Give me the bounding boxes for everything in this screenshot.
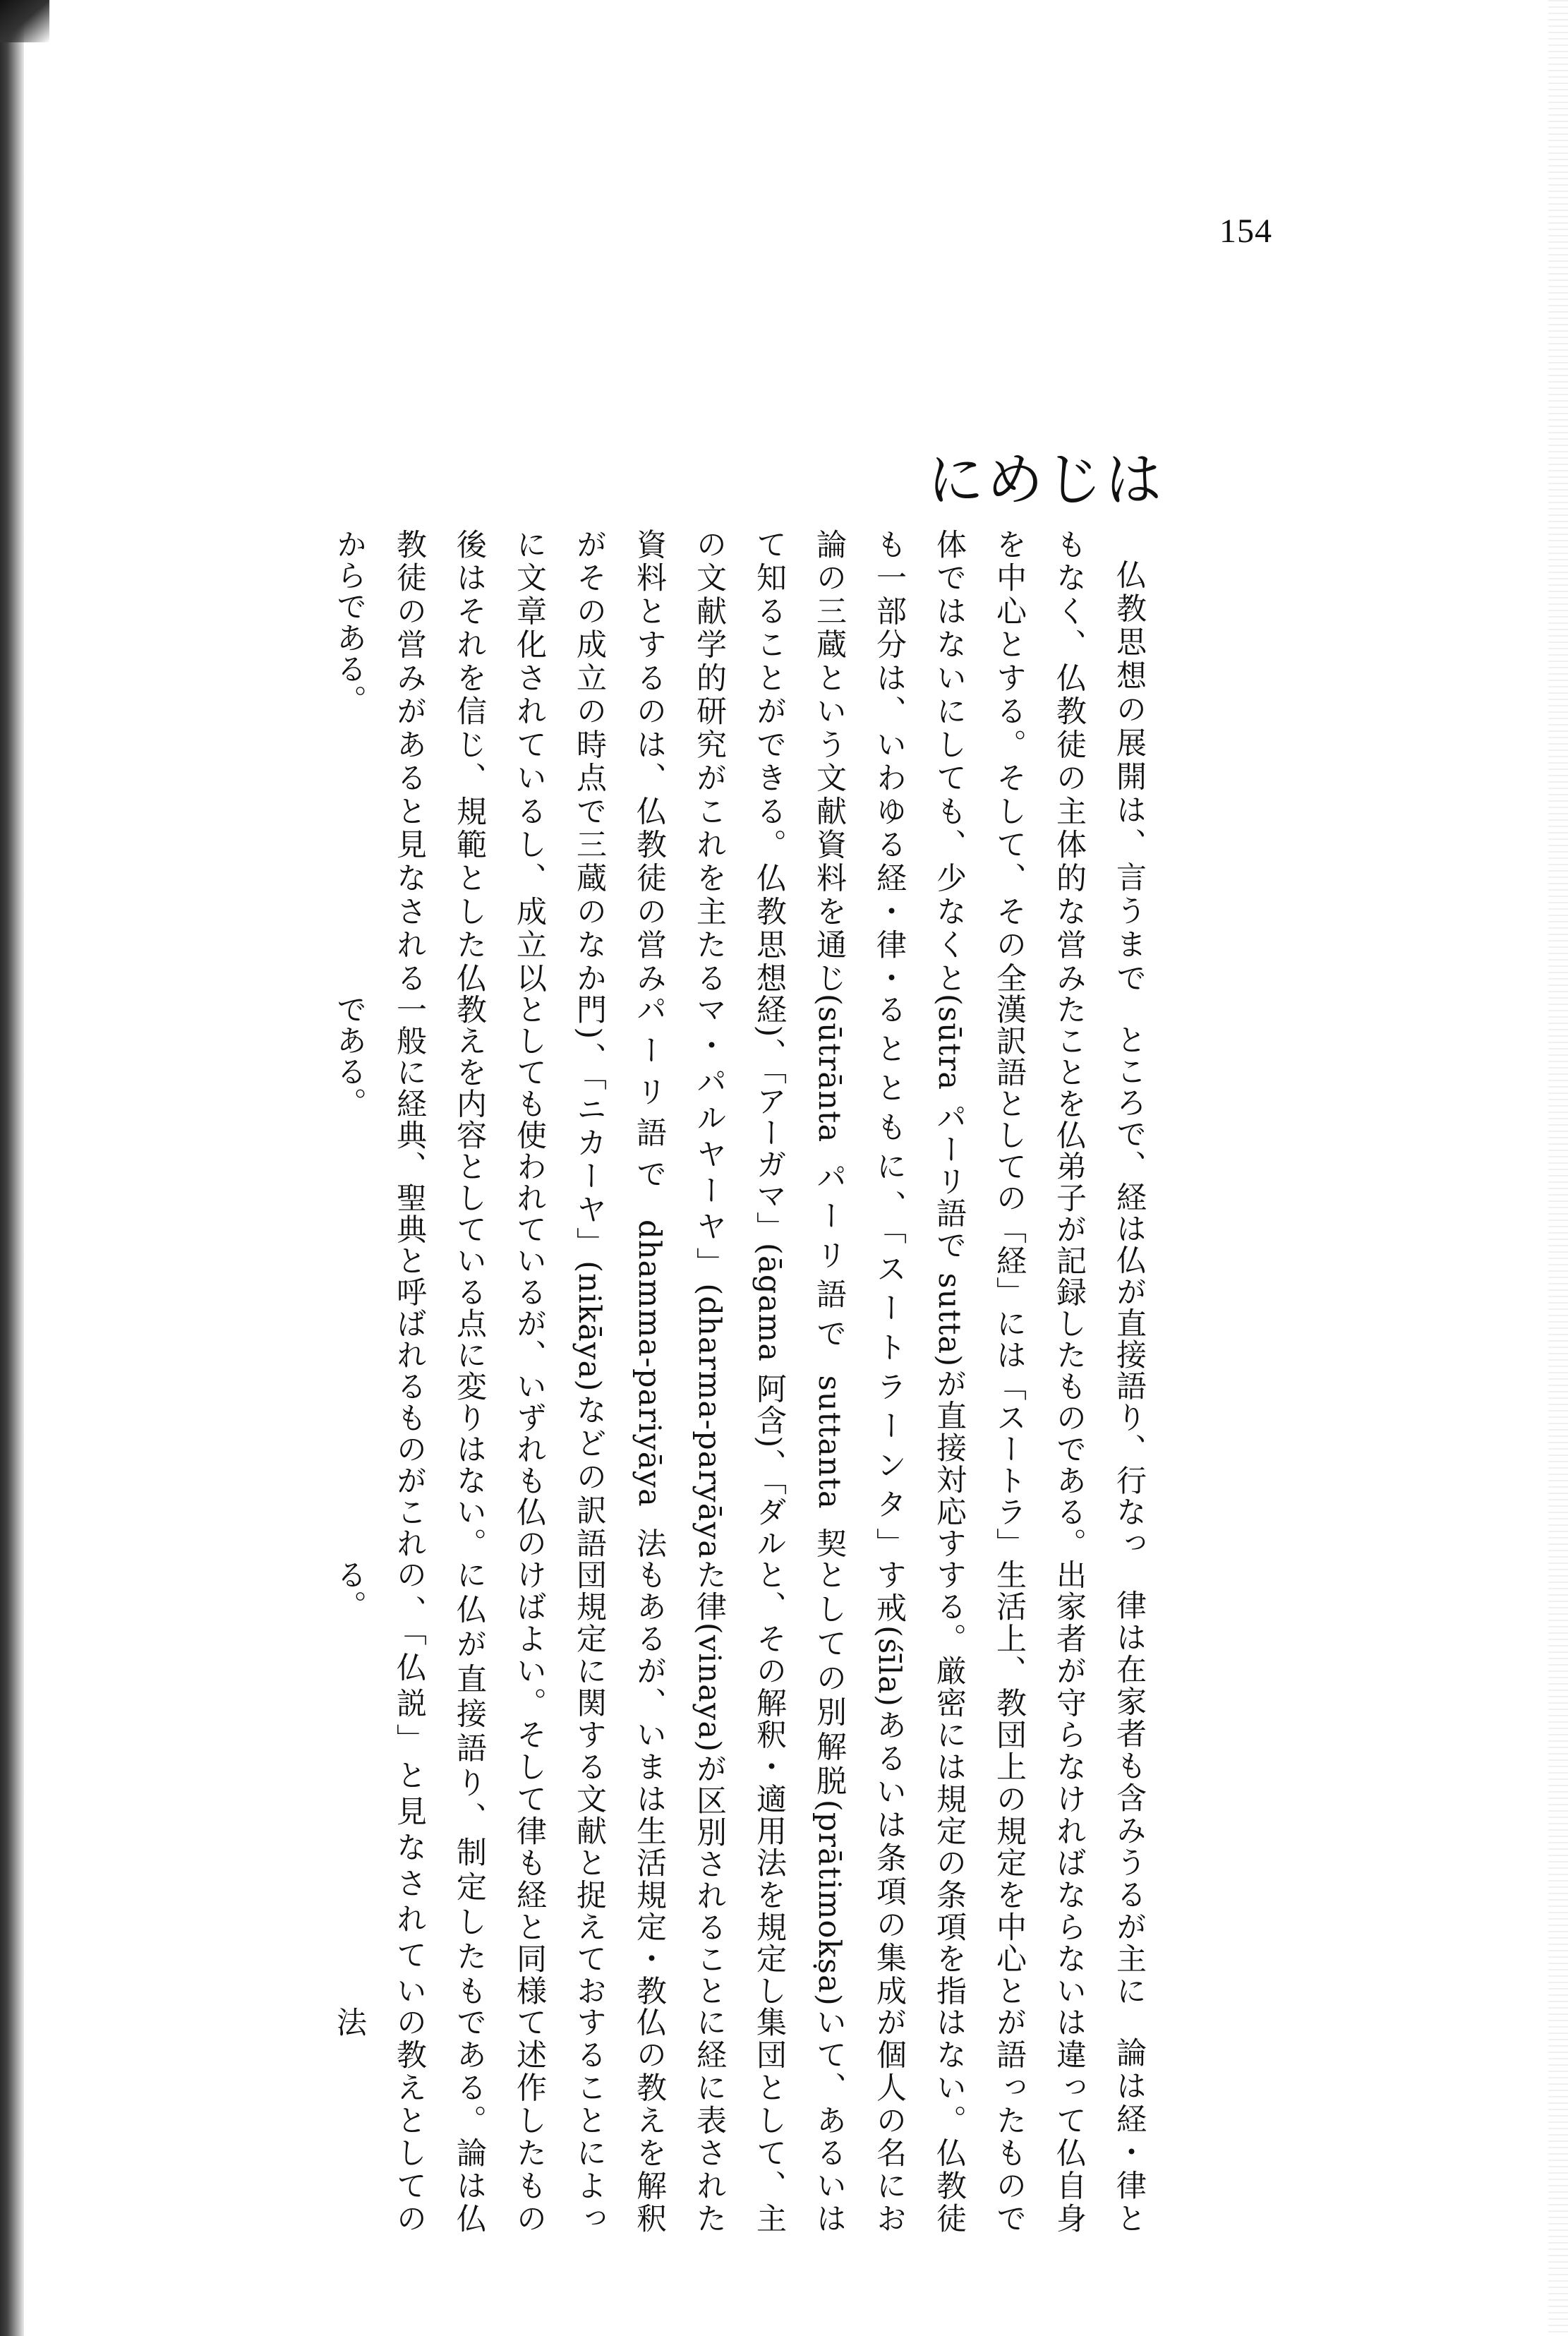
scan-binding-shadow bbox=[0, 0, 24, 2336]
scan-edge-speckle bbox=[1548, 0, 1568, 2336]
paragraph-2: ところで、経は仏が直接語り、行なったことを仏弟子が記録したものである。漢訳語としての「経」には「スートラ」(sūtra パーリ語で sutta)が直接対応するとともに、「スートラーンタ」(sūtrānta パーリ語で suttanta 契経)、「アーガマ」(āgama 阿含)、「ダルマ・パルヤーヤ」(dharma-paryāya パーリ語で dhamma-pariyāya 法門)、「ニカーヤ」(nikāya)などの訳語としても使われているが、いずれも仏の教えを内容としている点に変りはない。一般に経典、聖典と呼ばれるものがこれである。 bbox=[332, 993, 1147, 1559]
scan-corner-shadow bbox=[0, 0, 49, 42]
paragraph-1: 仏教思想の展開は、言うまでもなく、仏教徒の主体的な営みを中心とする。そして、その全体ではないにしても、少なくとも一部分は、いわゆる経・律・論の三蔵という文献資料を通じて知ることができる。仏教思想の文献学的研究がこれを主たる資料とするのは、仏教徒の営みがその成立の時点で三蔵のなかに文章化されているし、成立以後はそれを信じ、規範とした仏教徒の営みがあると見なされるからである。 bbox=[332, 529, 1147, 994]
paragraph-4: 論は経・律とは違って仏自身が語ったものではない。仏教徒が個人の名において、あるいは集団として、主に経に表された仏の教えを解釈することによって述作したものである。論は仏の教えとしての法 bbox=[332, 2006, 1147, 2234]
page-number: 154 bbox=[1219, 212, 1272, 250]
paragraph-3: 律は在家者も含みうるが主に出家者が守らなければならない生活上、教団上の規定を中心とする。厳密には規定の条項を指す戒(śīla)あるいは条項の集成としての別解脱(prātimokṣa)と、その解釈・適用法を規定した律(vinaya)が区別されることもあるが、いまは生活規定・教団規定に関する文献と捉えておけばよい。そして律も経と同様に仏が直接語り、制定したもの、「仏説」と見なされている。 bbox=[332, 1558, 1147, 2006]
vertical-text-block bbox=[319, 328, 1164, 2234]
section-heading: はじめに bbox=[917, 448, 1164, 529]
